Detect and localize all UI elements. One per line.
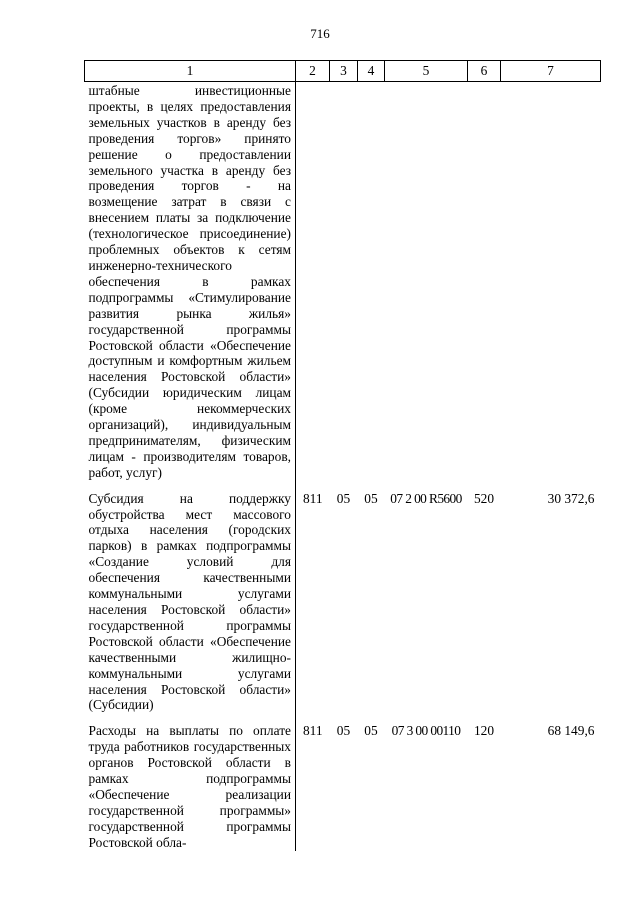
page-number: 716 [310, 26, 330, 41]
row-subsection-code [358, 82, 385, 491]
row-subsection-code: 05 [364, 723, 378, 739]
row-description: Расходы на выплаты по оплате труда работников государственных органов Ростовской области в рамках подпрограммы «Обеспечение реализации государственной программы» государственной программы Ростовской обла- [85, 723, 296, 850]
column-header-3: 3 [330, 61, 358, 82]
row-amount: 68 149,6 [547, 723, 595, 739]
row-expense-type-code [468, 82, 501, 491]
row-section-code [330, 82, 358, 491]
column-header-7: 7 [501, 61, 601, 82]
table-row [85, 82, 601, 491]
row-section-code: 05 [336, 723, 351, 739]
column-header-2: 2 [296, 61, 330, 82]
row-section-code: 05 [336, 490, 351, 506]
column-header-6: 6 [468, 61, 501, 82]
table-row [85, 491, 601, 724]
row-ministry-code: 811 [302, 723, 323, 739]
row-target-code: 07 3 00 00110 [391, 723, 461, 739]
budget-table [84, 60, 601, 851]
row-amount: 30 372,6 [547, 490, 595, 506]
row-expense-type-code: 120 [473, 723, 495, 739]
row-description: Субсидия на поддержку обустройства мест массового отдыха населения (городских парков) в рамках подпрограммы «Создание условий для обеспечения качественными коммунальными услугами населения Ростовской области» государственной программы Ростовской области «Обеспечение качественными жилищно-коммунальными услугами населения Ростовской области» (Субсидии) [85, 491, 296, 724]
table-header-row [85, 61, 601, 82]
row-target-code [385, 82, 468, 491]
table-row [85, 723, 601, 850]
column-header-5: 5 [385, 61, 468, 82]
column-header-1: 1 [85, 61, 296, 82]
column-header-4: 4 [358, 61, 385, 82]
row-description: штабные инвестиционные проекты, в целях предоставления земельных участков в аренду без проведения торгов» принято решение о предоставлении земельного участка в аренду без проведения торгов - на возмещение затрат в связи с внесением платы за подключение (технологическое присоединение) проблемных объектов к сетям инженерно-технического обеспечения в рамках подпрограммы «Стимулирование развития рынка жилья» государственной программы Ростовской области «Обеспечение доступным и комфортным жильем населения Ростовской области» (Субсидии юридическим лицам (кроме некоммерческих организаций), индивидуальным предпринимателям, физическим лицам - производителям товаров, работ, услуг) [85, 82, 296, 491]
row-target-code: 07 2 00 R5600 [390, 490, 462, 506]
row-expense-type-code: 520 [473, 490, 495, 506]
row-ministry-code [296, 82, 330, 491]
row-subsection-code: 05 [364, 490, 378, 506]
row-amount [501, 82, 601, 491]
row-ministry-code: 811 [302, 490, 323, 506]
